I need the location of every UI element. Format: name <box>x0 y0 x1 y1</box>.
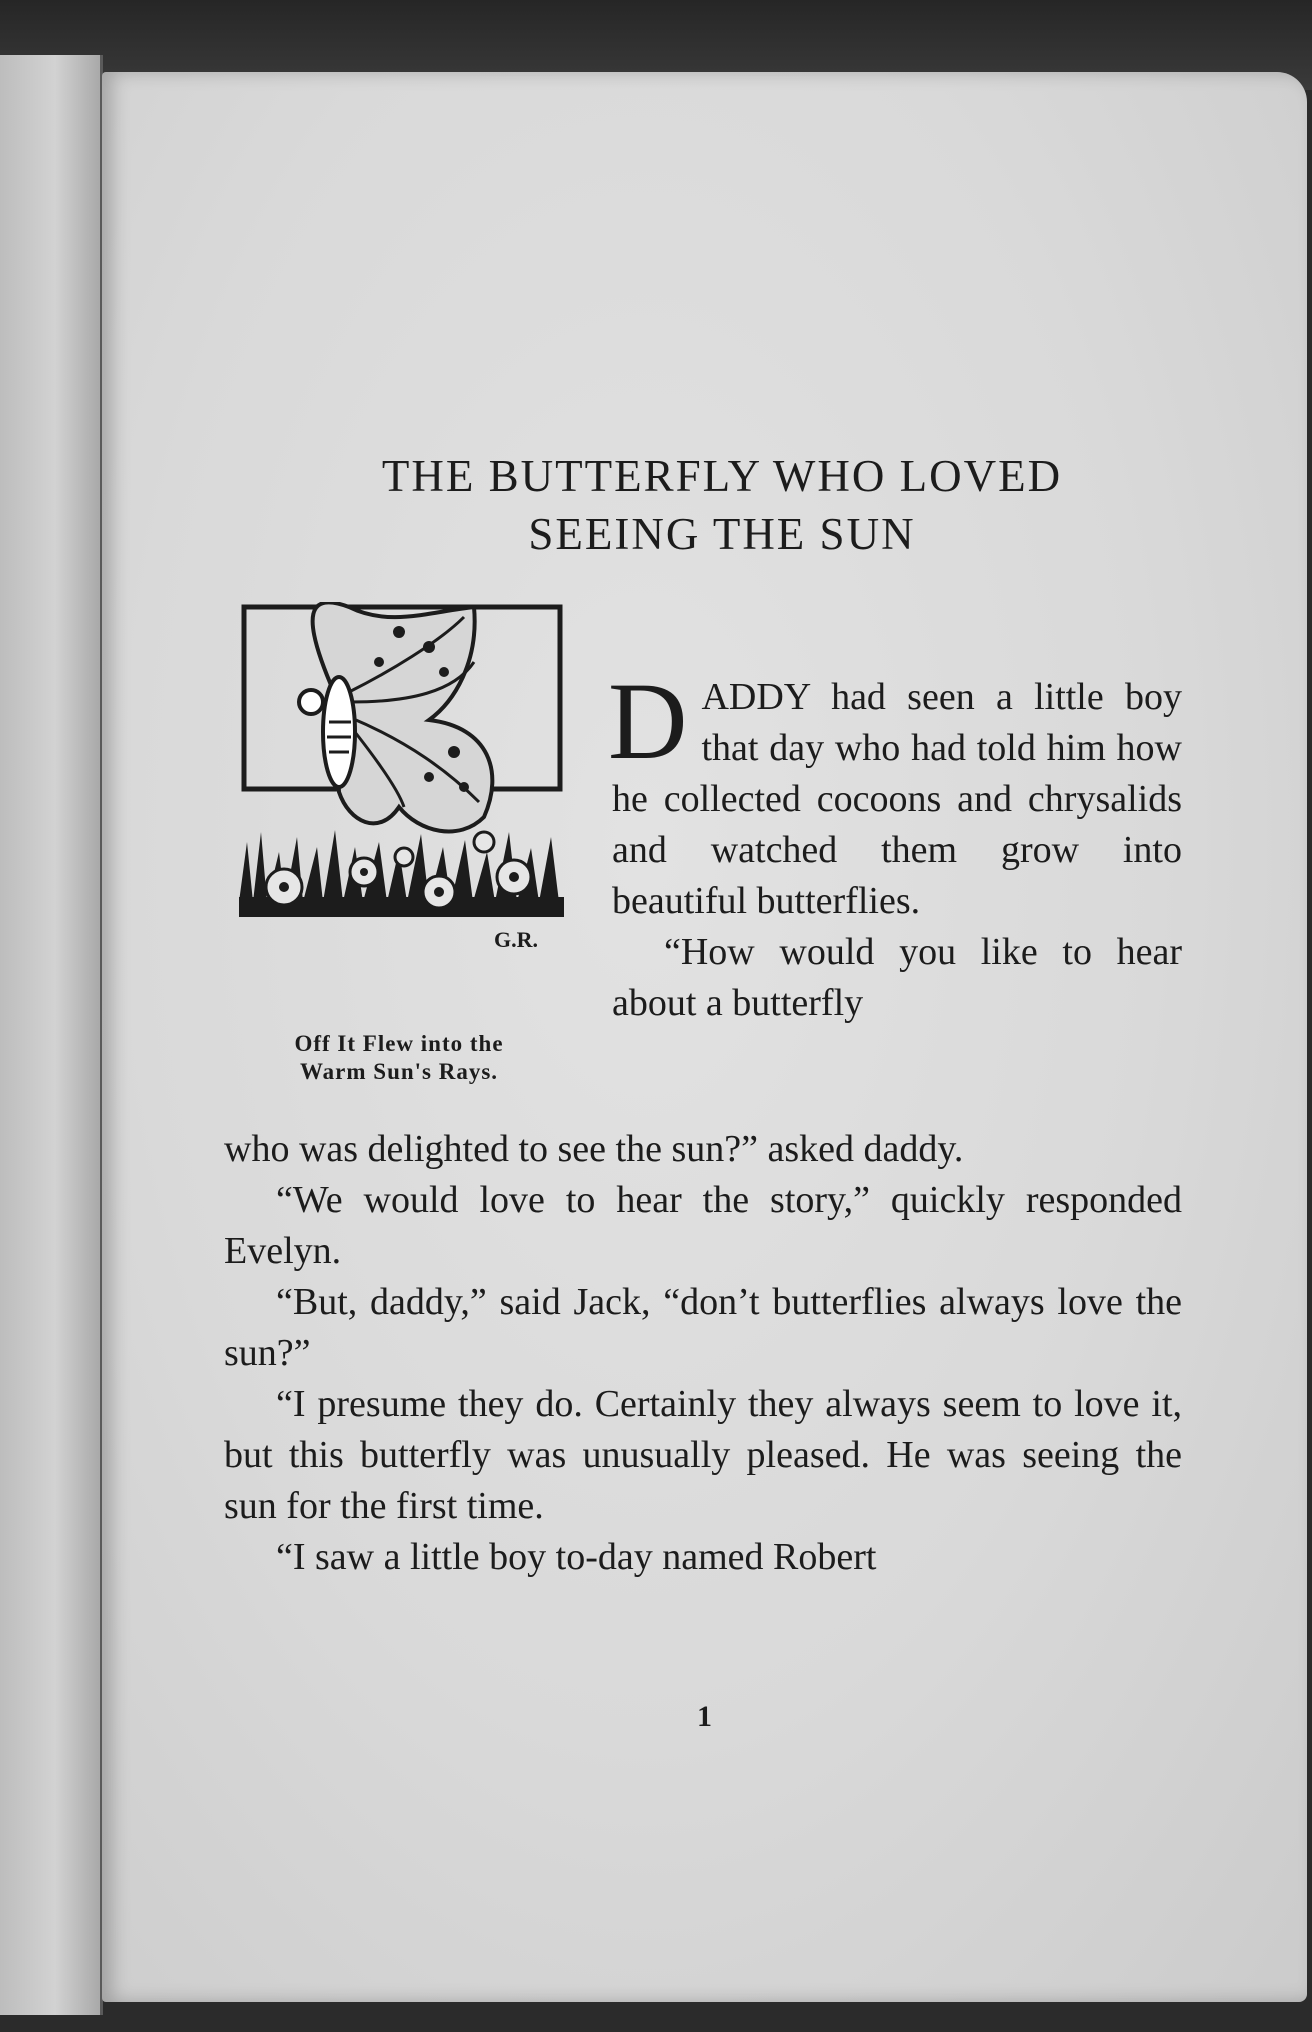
facing-page-edge <box>0 55 103 2015</box>
title-line-1: THE BUTTERFLY WHO LOVED <box>381 451 1063 501</box>
title-line-2: SEEING THE SUN <box>528 509 916 559</box>
caption-line-2: Warm Sun's Rays. <box>299 1059 499 1084</box>
paragraph-2-continued: who was delighted to see the sun?” asked daddy. <box>224 1128 964 1170</box>
paragraph-4: “But, daddy,” said Jack, “don’t butterflies always love the sun?” <box>224 1281 1182 1374</box>
full-width-text <box>224 1124 1182 1583</box>
right-text-column <box>608 660 1182 1029</box>
butterfly-illustration-icon <box>239 602 564 982</box>
page-number: 1 <box>697 1700 712 1733</box>
chapter-title <box>222 447 1222 563</box>
drop-cap: D <box>608 660 688 782</box>
illustrator-signature: G.R. <box>494 927 538 952</box>
paragraph-1-text: ADDY had seen a little boy that day who had told him how he collected cocoons and chrysalids and watched them grow into beautiful butterflies. <box>612 676 1182 922</box>
book-page <box>102 72 1307 2002</box>
paragraph-3: “We would love to hear the story,” quickly responded Evelyn. <box>224 1179 1182 1272</box>
paragraph-2-start: “How would you like to hear about a butterfly <box>612 931 1182 1024</box>
paragraph-5: “I presume they do. Certainly they always seem to love it, but this butterfly was unusually pleased. He was seeing the sun for the first time. <box>224 1383 1182 1527</box>
paragraph-1 <box>608 660 1182 927</box>
illustration-caption <box>239 1030 559 1086</box>
caption-line-1: Off It Flew into the <box>294 1031 504 1056</box>
paragraph-6: “I saw a little boy to-day named Robert <box>276 1536 877 1578</box>
